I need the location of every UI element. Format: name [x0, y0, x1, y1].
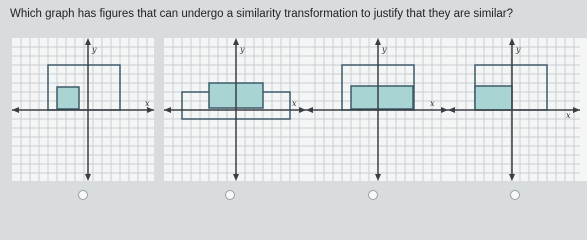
graph-b [164, 38, 306, 181]
y-axis-arrow-up [375, 38, 381, 45]
x-axis-arrow-left [164, 107, 171, 113]
x-axis-label: x [292, 99, 297, 108]
y-axis-label: y [382, 45, 387, 54]
question-text: Which graph has figures that can undergo a similarity transformation to justify that they are similar? [10, 8, 514, 20]
y-axis-label: y [92, 45, 97, 54]
y-axis-arrow-down [509, 174, 515, 181]
radio-option-d[interactable] [510, 190, 520, 200]
x-axis-arrow-left [448, 107, 455, 113]
y-axis-label: y [516, 45, 521, 54]
radio-option-b[interactable] [225, 190, 235, 200]
graph-a-plot [12, 38, 154, 181]
y-axis-label: y [240, 45, 245, 54]
graph-d [448, 38, 587, 181]
y-axis-arrow-up [509, 38, 515, 45]
graph-a [12, 38, 154, 181]
graph-c-plot [306, 38, 448, 181]
y-axis-arrow-down [233, 174, 239, 181]
graph-c [306, 38, 448, 181]
small-rectangle [351, 86, 413, 109]
graph-b-plot [164, 38, 306, 181]
x-axis-arrow-right [573, 107, 580, 113]
x-axis-arrow-right [441, 107, 448, 113]
x-axis-arrow-left [306, 107, 313, 113]
x-axis-label: x [430, 99, 435, 108]
y-axis-arrow-down [85, 174, 91, 181]
x-axis-arrow-left [12, 107, 19, 113]
graph-d-plot [448, 38, 580, 181]
small-square [57, 87, 79, 109]
radio-option-a[interactable] [78, 190, 88, 200]
x-axis-label: x [566, 111, 571, 120]
radio-option-c[interactable] [368, 190, 378, 200]
x-axis-arrow-right [299, 107, 306, 113]
y-axis-arrow-up [85, 38, 91, 45]
y-axis-arrow-down [375, 174, 381, 181]
small-square [475, 86, 512, 110]
x-axis-label: x [145, 99, 150, 108]
y-axis-arrow-up [233, 38, 239, 45]
